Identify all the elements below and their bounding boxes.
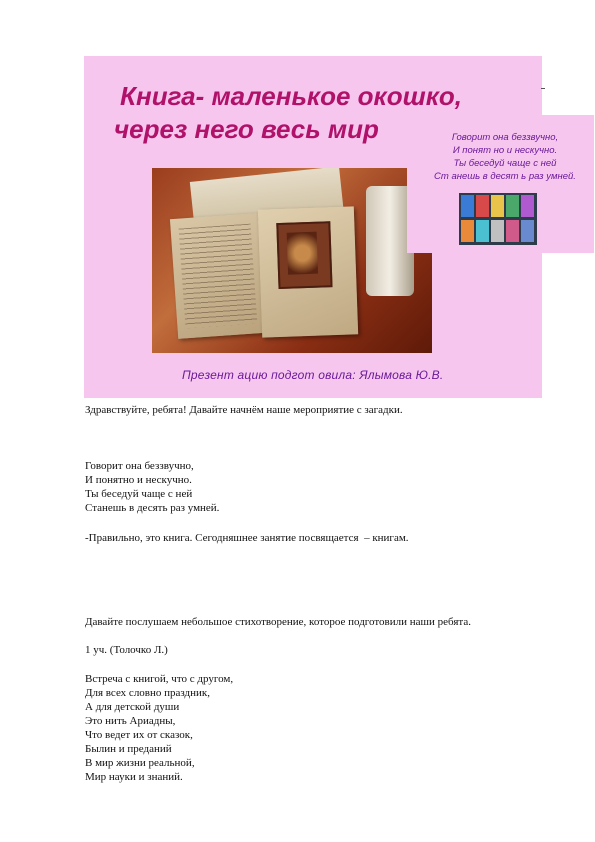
- speaker-label: 1 уч. (Толочко Л.): [85, 644, 168, 656]
- poem-line: Для всех словно праздник,: [85, 687, 211, 699]
- poem-text: [85, 672, 233, 784]
- illumination-image: [276, 221, 332, 289]
- poem-line: Что ведет их от сказок,: [85, 729, 193, 741]
- poem-line: А для детской души: [85, 701, 180, 713]
- riddle-line: И понятно и нескучно.: [85, 474, 192, 486]
- riddle-line: Станешь в десять раз умней.: [85, 502, 220, 514]
- old-books-photo: [152, 168, 432, 353]
- popup-line: Ты беседуй чаще с ней: [453, 158, 557, 169]
- popup-line: Ст анешь в десят ь раз умней.: [434, 171, 576, 182]
- slide-title-line-1: Книга- маленькое окошко,: [120, 81, 462, 111]
- slide-credit: Презент ацию подгот овила: Ялымова Ю.В.: [182, 368, 444, 382]
- poem-line: В мир жизни реальной,: [85, 757, 195, 769]
- poem-line: Былин и преданий: [85, 743, 172, 755]
- poem-line: Встреча с книгой, что с другом,: [85, 673, 234, 685]
- dash-mark: [541, 88, 545, 89]
- poem-line: Мир науки и знаний.: [85, 771, 183, 783]
- riddle-line: Ты беседуй чаще с ней: [85, 488, 193, 500]
- manuscript-left-page: [170, 213, 266, 339]
- slide-title-line-2: через него весь мир: [114, 114, 379, 144]
- popup-line: Говорит она беззвучно,: [451, 132, 559, 143]
- invite-text: Давайте послушаем небольшое стихотворение, которое подготовили наши ребята.: [85, 616, 471, 628]
- poem-line: Это нить Ариадны,: [85, 715, 176, 727]
- books-thumbnail: [459, 193, 537, 245]
- riddle-popup: [407, 115, 594, 253]
- popup-riddle: [419, 131, 591, 183]
- intro-text: Здравствуйте, ребята! Давайте начнём наше мероприятие с загадки.: [85, 404, 403, 416]
- popup-line: И понят но и нескучно.: [452, 145, 558, 156]
- manuscript-right-page: [258, 206, 358, 337]
- riddle-text: [85, 459, 219, 515]
- riddle-line: Говорит она беззвучно,: [85, 460, 194, 472]
- answer-text: -Правильно, это книга. Сегодняшнее занятие посвящается – книгам.: [85, 532, 409, 544]
